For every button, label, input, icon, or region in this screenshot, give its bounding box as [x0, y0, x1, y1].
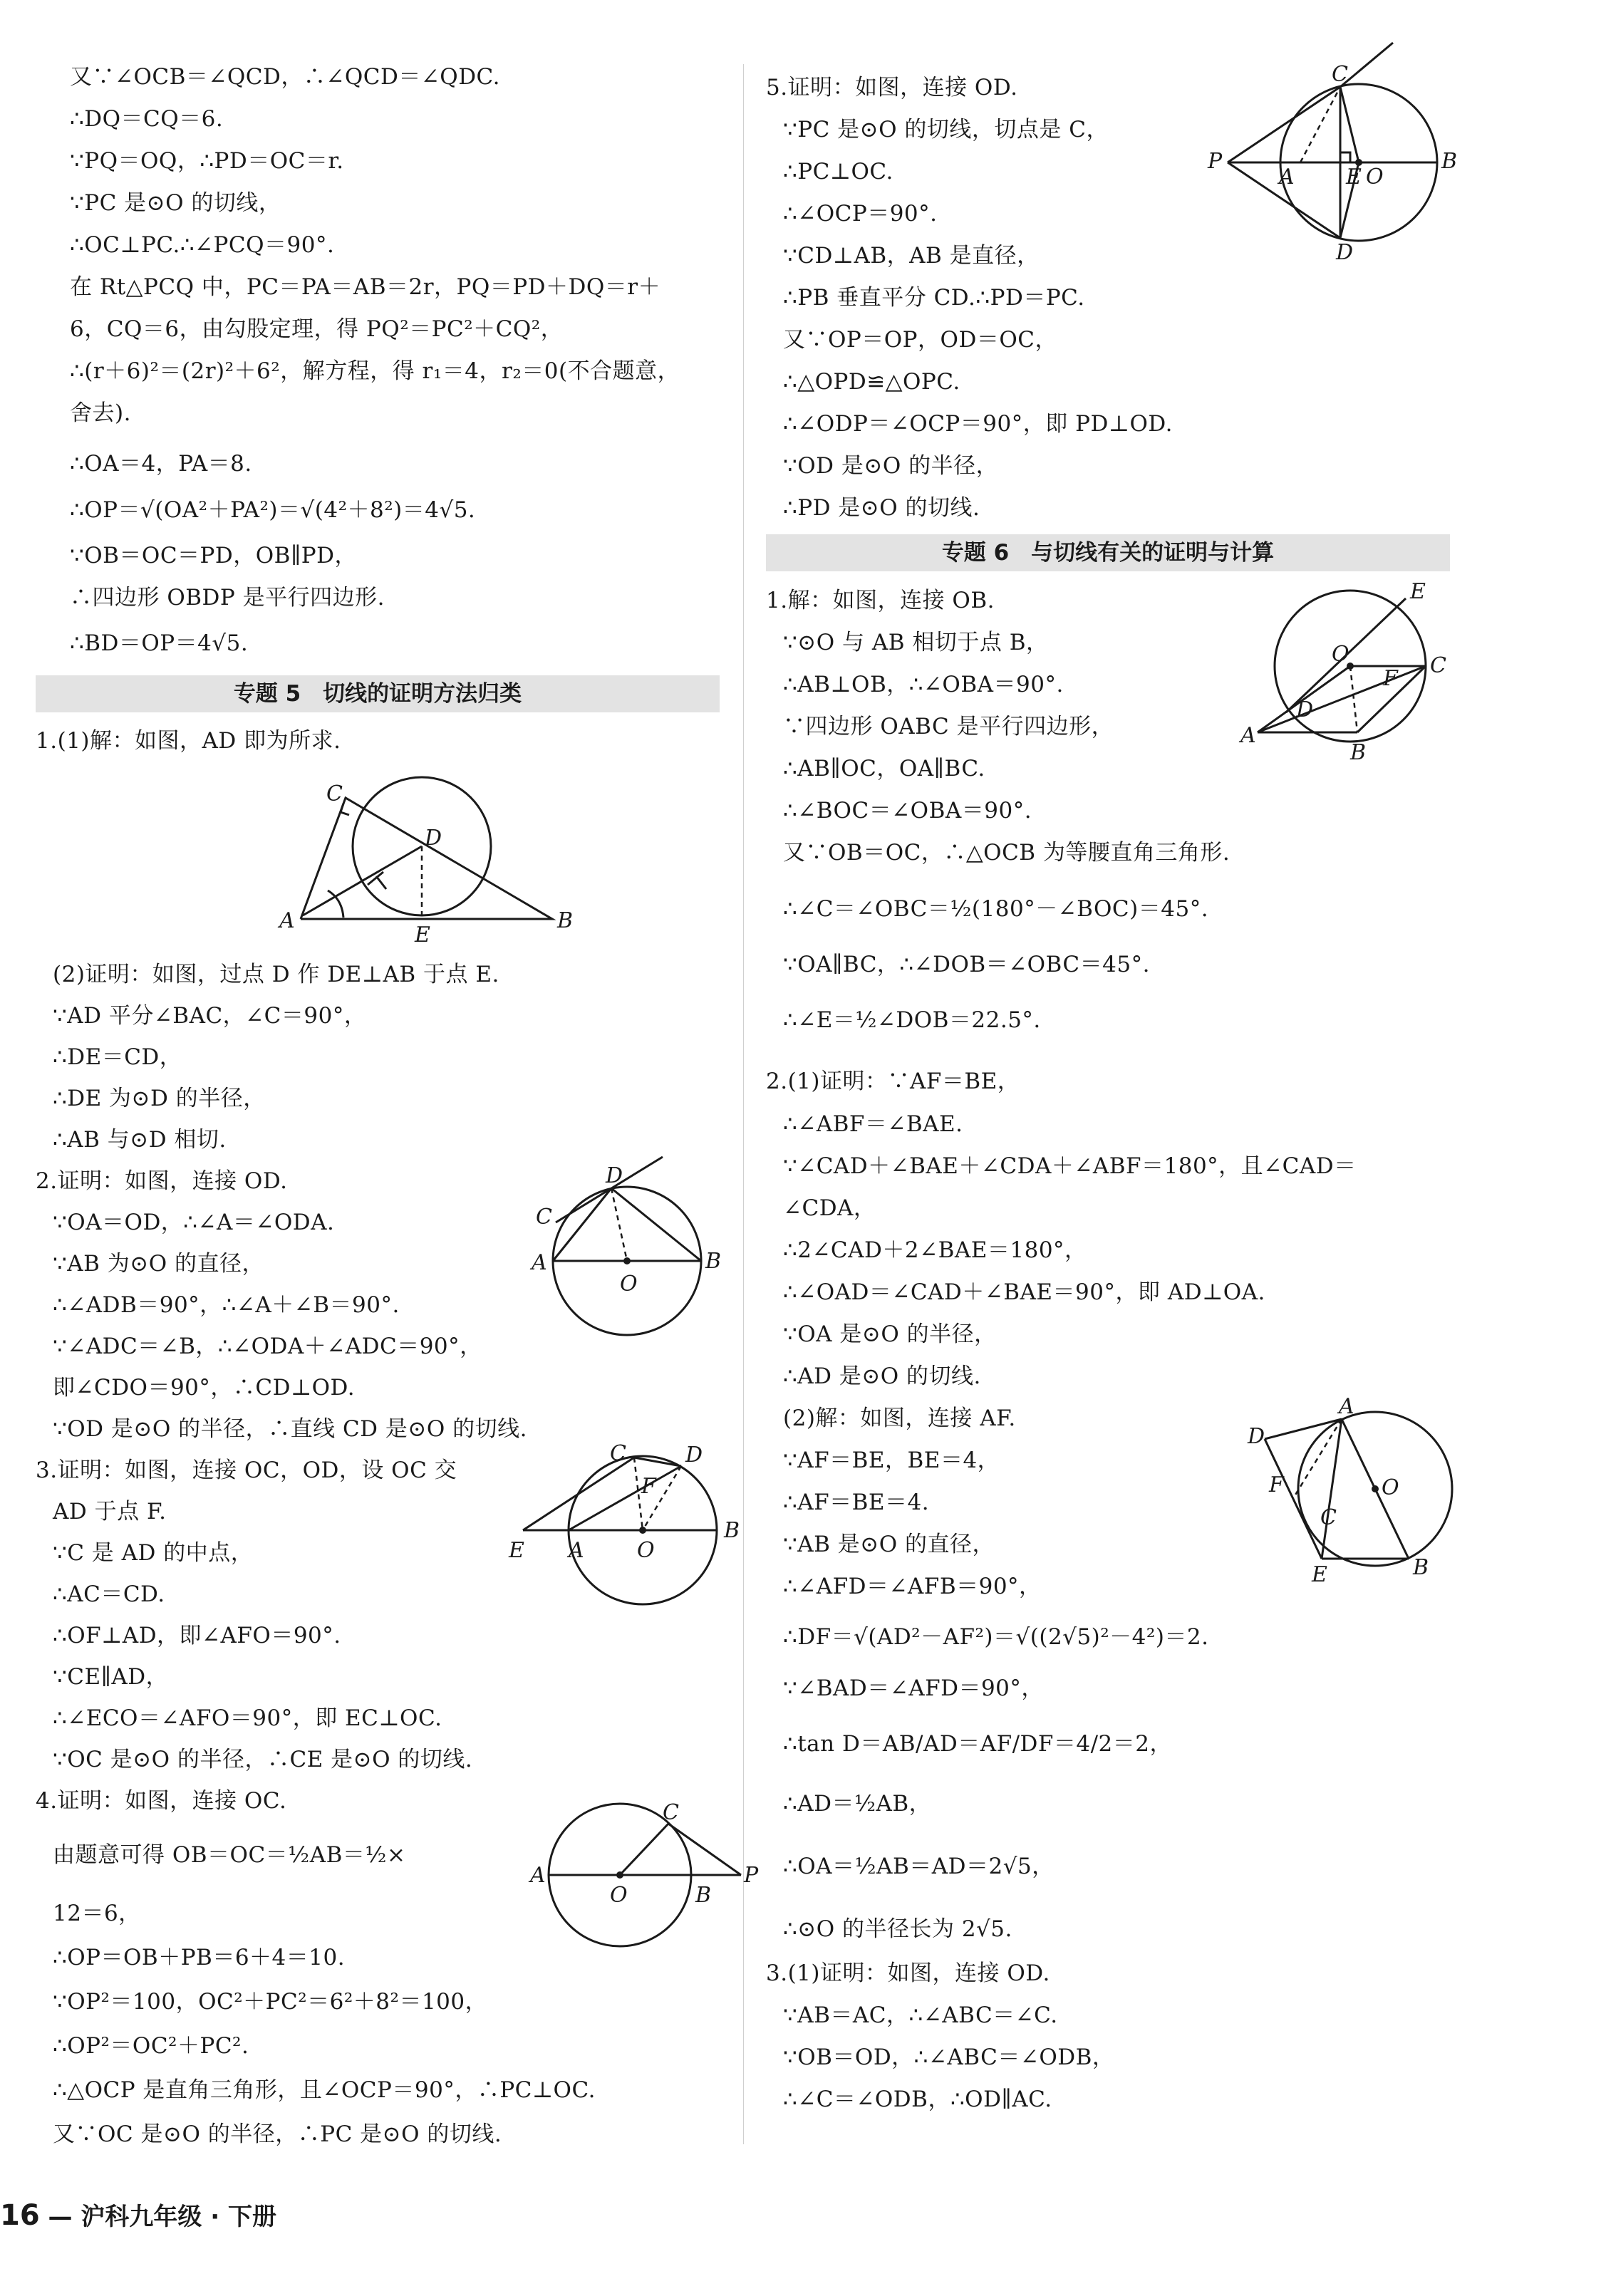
svg-text:D: D [1296, 697, 1314, 722]
text-line: ∴BD＝OP＝4√5. [70, 630, 249, 656]
text-line: ∵CE∥AD， [53, 1664, 169, 1690]
text-line: ∵OB＝OD，∴∠ABC＝∠ODB， [783, 2045, 1115, 2070]
svg-text:D: D [606, 1163, 623, 1188]
text-line: (2)证明：如图，过点 D 作 DE⊥AB 于点 E. [53, 962, 499, 987]
svg-text:C: C [326, 781, 343, 806]
svg-text:E: E [1410, 579, 1426, 604]
svg-text:A: A [279, 908, 295, 933]
text-line: ∴∠C＝∠OBC＝½(180°－∠BOC)＝45°. [783, 896, 1209, 922]
svg-text:B: B [1441, 149, 1458, 174]
text-line: ∵OC 是⊙O 的半径，∴CE 是⊙O 的切线. [53, 1747, 473, 1772]
text-line: ∴AB∥OC，OA∥BC. [783, 756, 985, 781]
text-line: ∵OP²＝100，OC²＋PC²＝6²＋8²＝100， [53, 1989, 488, 2015]
svg-text:C: C [610, 1441, 626, 1466]
text-line: 5.证明：如图，连接 OD. [766, 75, 1018, 100]
text-line: 在 Rt△PCQ 中，PC＝PA＝AB＝2r，PQ＝PD＋DQ＝r＋ [70, 274, 661, 300]
svg-text:C: C [1320, 1505, 1337, 1530]
text-line: 由题意可得 OB＝OC＝½AB＝½× [53, 1842, 406, 1868]
svg-text:A: A [1240, 723, 1256, 748]
text-line: 6，CQ＝6，由勾股定理，得 PQ²＝PC²＋CQ²， [70, 316, 564, 342]
svg-text:P: P [1208, 149, 1223, 174]
footer-label: 沪科九年级 · 下册 [81, 2203, 276, 2231]
page-footer [0, 2198, 276, 2233]
text-line: ∵PQ＝OQ，∴PD＝OC＝r. [70, 148, 344, 174]
svg-text:C: C [1430, 653, 1446, 678]
svg-text:P: P [744, 1863, 759, 1888]
svg-text:F: F [1269, 1472, 1284, 1497]
text-line: 12＝6， [53, 1901, 141, 1926]
text-line: ∴AB 与⊙D 相切. [53, 1127, 227, 1153]
svg-text:F: F [641, 1474, 656, 1499]
svg-text:D: D [425, 826, 442, 851]
section-5-title: 专题 5 切线的证明方法归类 [36, 675, 720, 712]
text-line: ∵AD 平分∠BAC，∠C＝90°， [53, 1003, 367, 1029]
svg-text:A: A [530, 1863, 546, 1888]
text-line: ∵∠BAD＝∠AFD＝90°， [783, 1676, 1044, 1701]
text-line: ∴∠E＝½∠DOB＝22.5°. [783, 1007, 1041, 1033]
svg-text:C: C [1332, 62, 1348, 87]
text-line: ∵AF＝BE，BE＝4， [783, 1448, 1000, 1473]
svg-text:A: A [1279, 165, 1295, 189]
text-line: ∵∠CAD＋∠BAE＋∠CDA＋∠ABF＝180°，且∠CAD＝ [783, 1153, 1357, 1179]
text-line: 舍去). [70, 400, 131, 426]
text-line: ∴AF＝BE＝4. [783, 1490, 930, 1515]
text-line: ∴∠ODP＝∠OCP＝90°，即 PD⊥OD. [783, 411, 1173, 437]
text-line: ∵PC 是⊙O 的切线，切点是 C， [783, 117, 1109, 142]
text-line: 即∠CDO＝90°，∴CD⊥OD. [53, 1375, 356, 1401]
svg-text:E: E [415, 923, 430, 947]
text-line: ∵AB＝AC，∴∠ABC＝∠C. [783, 2002, 1058, 2028]
text-line: ∴PC⊥OC. [783, 159, 893, 185]
text-line: AD 于点 F. [53, 1499, 167, 1524]
svg-text:B: B [557, 908, 574, 933]
text-line: ∵AB 是⊙O 的直径， [783, 1532, 995, 1557]
text-line: ∴OP＝OB＋PB＝6＋4＝10. [53, 1945, 346, 1970]
section-6-title: 专题 6 与切线有关的证明与计算 [766, 534, 1450, 571]
text-line: ∴四边形 OBDP 是平行四边形. [70, 585, 385, 611]
svg-text:A: A [532, 1250, 547, 1275]
svg-text:B: B [705, 1249, 722, 1274]
text-line: ∵∠ADC＝∠B，∴∠ODA＋∠ADC＝90°， [53, 1334, 482, 1359]
text-line: ∴(r＋6)²＝(2r)²＋6²，解方程，得 r₁＝4，r₂＝0(不合题意， [70, 358, 680, 384]
text-line: ∵⊙O 与 AB 相切于点 B， [783, 630, 1049, 655]
text-line: 1.解：如图，连接 OB. [766, 588, 995, 613]
text-line: ∵PC 是⊙O 的切线， [70, 190, 281, 216]
figure-6-diagram [1240, 579, 1464, 769]
text-line: ∴△OCP 是直角三角形，且∠OCP＝90°，∴PC⊥OC. [53, 2077, 596, 2103]
text-line: ∴∠ABF＝∠BAE. [783, 1111, 963, 1137]
text-line: ∴OF⊥AD，即∠AFO＝90°. [53, 1623, 341, 1648]
text-line: ∴AD＝½AB， [783, 1791, 932, 1817]
svg-text:O: O [620, 1272, 638, 1297]
text-line: ∵OD 是⊙O 的半径， [783, 453, 999, 479]
text-line: ∴△OPD≌△OPC. [783, 369, 960, 395]
text-line: ∵OA 是⊙O 的半径， [783, 1321, 997, 1347]
svg-text:E: E [1346, 165, 1362, 189]
svg-text:C: C [663, 1800, 679, 1825]
svg-text:A: A [569, 1538, 584, 1563]
text-line: ∴tan D＝AB/AD＝AF/DF＝4/2＝2， [783, 1731, 1173, 1757]
text-line: 3.(1)证明：如图，连接 OD. [766, 1960, 1050, 1986]
svg-text:A: A [1339, 1394, 1354, 1419]
text-line: ∴DE 为⊙D 的半径， [53, 1086, 266, 1111]
figure-5-diagram [1193, 62, 1464, 265]
svg-text:C: C [536, 1205, 552, 1230]
svg-text:D: D [1336, 240, 1354, 265]
text-line: 又∵OB＝OC，∴△OCB 为等腰直角三角形. [783, 840, 1230, 866]
text-line: ∴AC＝CD. [53, 1581, 165, 1607]
text-line: (2)解：如图，连接 AF. [783, 1406, 1016, 1431]
text-line: ∠CDA， [783, 1195, 876, 1221]
svg-text:B: B [1413, 1555, 1429, 1580]
svg-text:D: D [1248, 1424, 1265, 1449]
footer-dash: — [48, 2203, 81, 2231]
text-line: ∴∠AFD＝∠AFB＝90°， [783, 1574, 1042, 1599]
text-line: ∴OP²＝OC²＋PC². [53, 2033, 249, 2059]
text-line: ∵OA＝OD，∴∠A＝∠ODA. [53, 1210, 335, 1235]
text-line: 3.证明：如图，连接 OC，OD，设 OC 交 [36, 1458, 457, 1483]
svg-text:O: O [1366, 165, 1384, 189]
text-line: 又∵∠OCB＝∠QCD，∴∠QCD＝∠QDC. [70, 64, 501, 90]
text-line: 1.(1)解：如图，AD 即为所求. [36, 728, 341, 754]
svg-text:D: D [685, 1443, 703, 1468]
text-line: ∴OC⊥PC.∴∠PCQ＝90°. [70, 232, 335, 258]
text-line: 又∵OC 是⊙O 的半径，∴PC 是⊙O 的切线. [53, 2121, 502, 2147]
text-line: ∵AB 为⊙O 的直径， [53, 1251, 264, 1277]
text-line: ∴OP＝√(OA²＋PA²)＝√(4²＋8²)＝4√5. [70, 497, 476, 523]
text-line: ∵OD 是⊙O 的半径，∴直线 CD 是⊙O 的切线. [53, 1416, 527, 1442]
text-line: ∴DQ＝CQ＝6. [70, 106, 224, 132]
text-line: 又∵OP＝OP，OD＝OC， [783, 327, 1057, 353]
text-line: ∴∠C＝∠ODB，∴OD∥AC. [783, 2087, 1052, 2112]
figure-3-diagram [477, 1441, 748, 1610]
text-line: ∴OA＝½AB＝AD＝2√5， [783, 1854, 1055, 1879]
svg-text:O: O [1382, 1475, 1399, 1500]
svg-text:O: O [1332, 642, 1349, 667]
text-line: ∵C 是 AD 的中点， [53, 1540, 254, 1566]
text-line: ∴DF＝√(AD²－AF²)＝√((2√5)²－4²)＝2. [783, 1624, 1209, 1650]
figure-2-diagram [527, 1161, 734, 1339]
text-line: ∵OB＝OC＝PD，OB∥PD， [70, 543, 357, 568]
text-line: ∴⊙O 的半径长为 2√5. [783, 1916, 1012, 1942]
text-line: ∴AB⊥OB，∴∠OBA＝90°. [783, 672, 1064, 697]
figure-1-diagram [235, 776, 606, 947]
text-line: ∴AD 是⊙O 的切线. [783, 1363, 981, 1389]
text-line: ∵四边形 OABC 是平行四边形， [783, 714, 1114, 739]
text-line: ∴PB 垂直平分 CD.∴PD＝PC. [783, 285, 1085, 311]
text-line: ∴∠ADB＝90°，∴∠A＋∠B＝90°. [53, 1292, 400, 1318]
text-line: ∵CD⊥AB，AB 是直径， [783, 243, 1040, 269]
text-line: ∴2∠CAD＋2∠BAE＝180°， [783, 1237, 1087, 1263]
text-line: ∴PD 是⊙O 的切线. [783, 495, 980, 521]
svg-text:B: B [724, 1518, 740, 1543]
text-line: ∴∠ECO＝∠AFO＝90°，即 EC⊥OC. [53, 1705, 442, 1731]
svg-text:E: E [509, 1538, 524, 1563]
text-line: 4.证明：如图，连接 OC. [36, 1788, 287, 1814]
figure-7-diagram [1248, 1394, 1464, 1587]
svg-text:B: B [695, 1883, 712, 1908]
svg-text:O: O [610, 1883, 628, 1908]
text-line: 2.证明：如图，连接 OD. [36, 1168, 288, 1194]
svg-text:B: B [1350, 740, 1367, 765]
svg-text:O: O [637, 1538, 655, 1563]
svg-text:F: F [1383, 666, 1398, 691]
page-number: 16 [0, 2199, 40, 2232]
text-line: ∴OA＝4，PA＝8. [70, 451, 252, 477]
svg-text:E: E [1312, 1562, 1327, 1587]
text-line: ∴DE＝CD， [53, 1044, 182, 1070]
text-line: ∵OA∥BC，∴∠DOB＝∠OBC＝45°. [783, 952, 1150, 977]
text-line: ∴∠BOC＝∠OBA＝90°. [783, 798, 1032, 824]
text-line: ∴∠OAD＝∠CAD＋∠BAE＝90°，即 AD⊥OA. [783, 1279, 1265, 1305]
figure-4-diagram [527, 1795, 762, 1952]
text-line: ∴∠OCP＝90°. [783, 201, 938, 227]
text-line: 2.(1)证明：∵AF＝BE， [766, 1069, 1020, 1094]
